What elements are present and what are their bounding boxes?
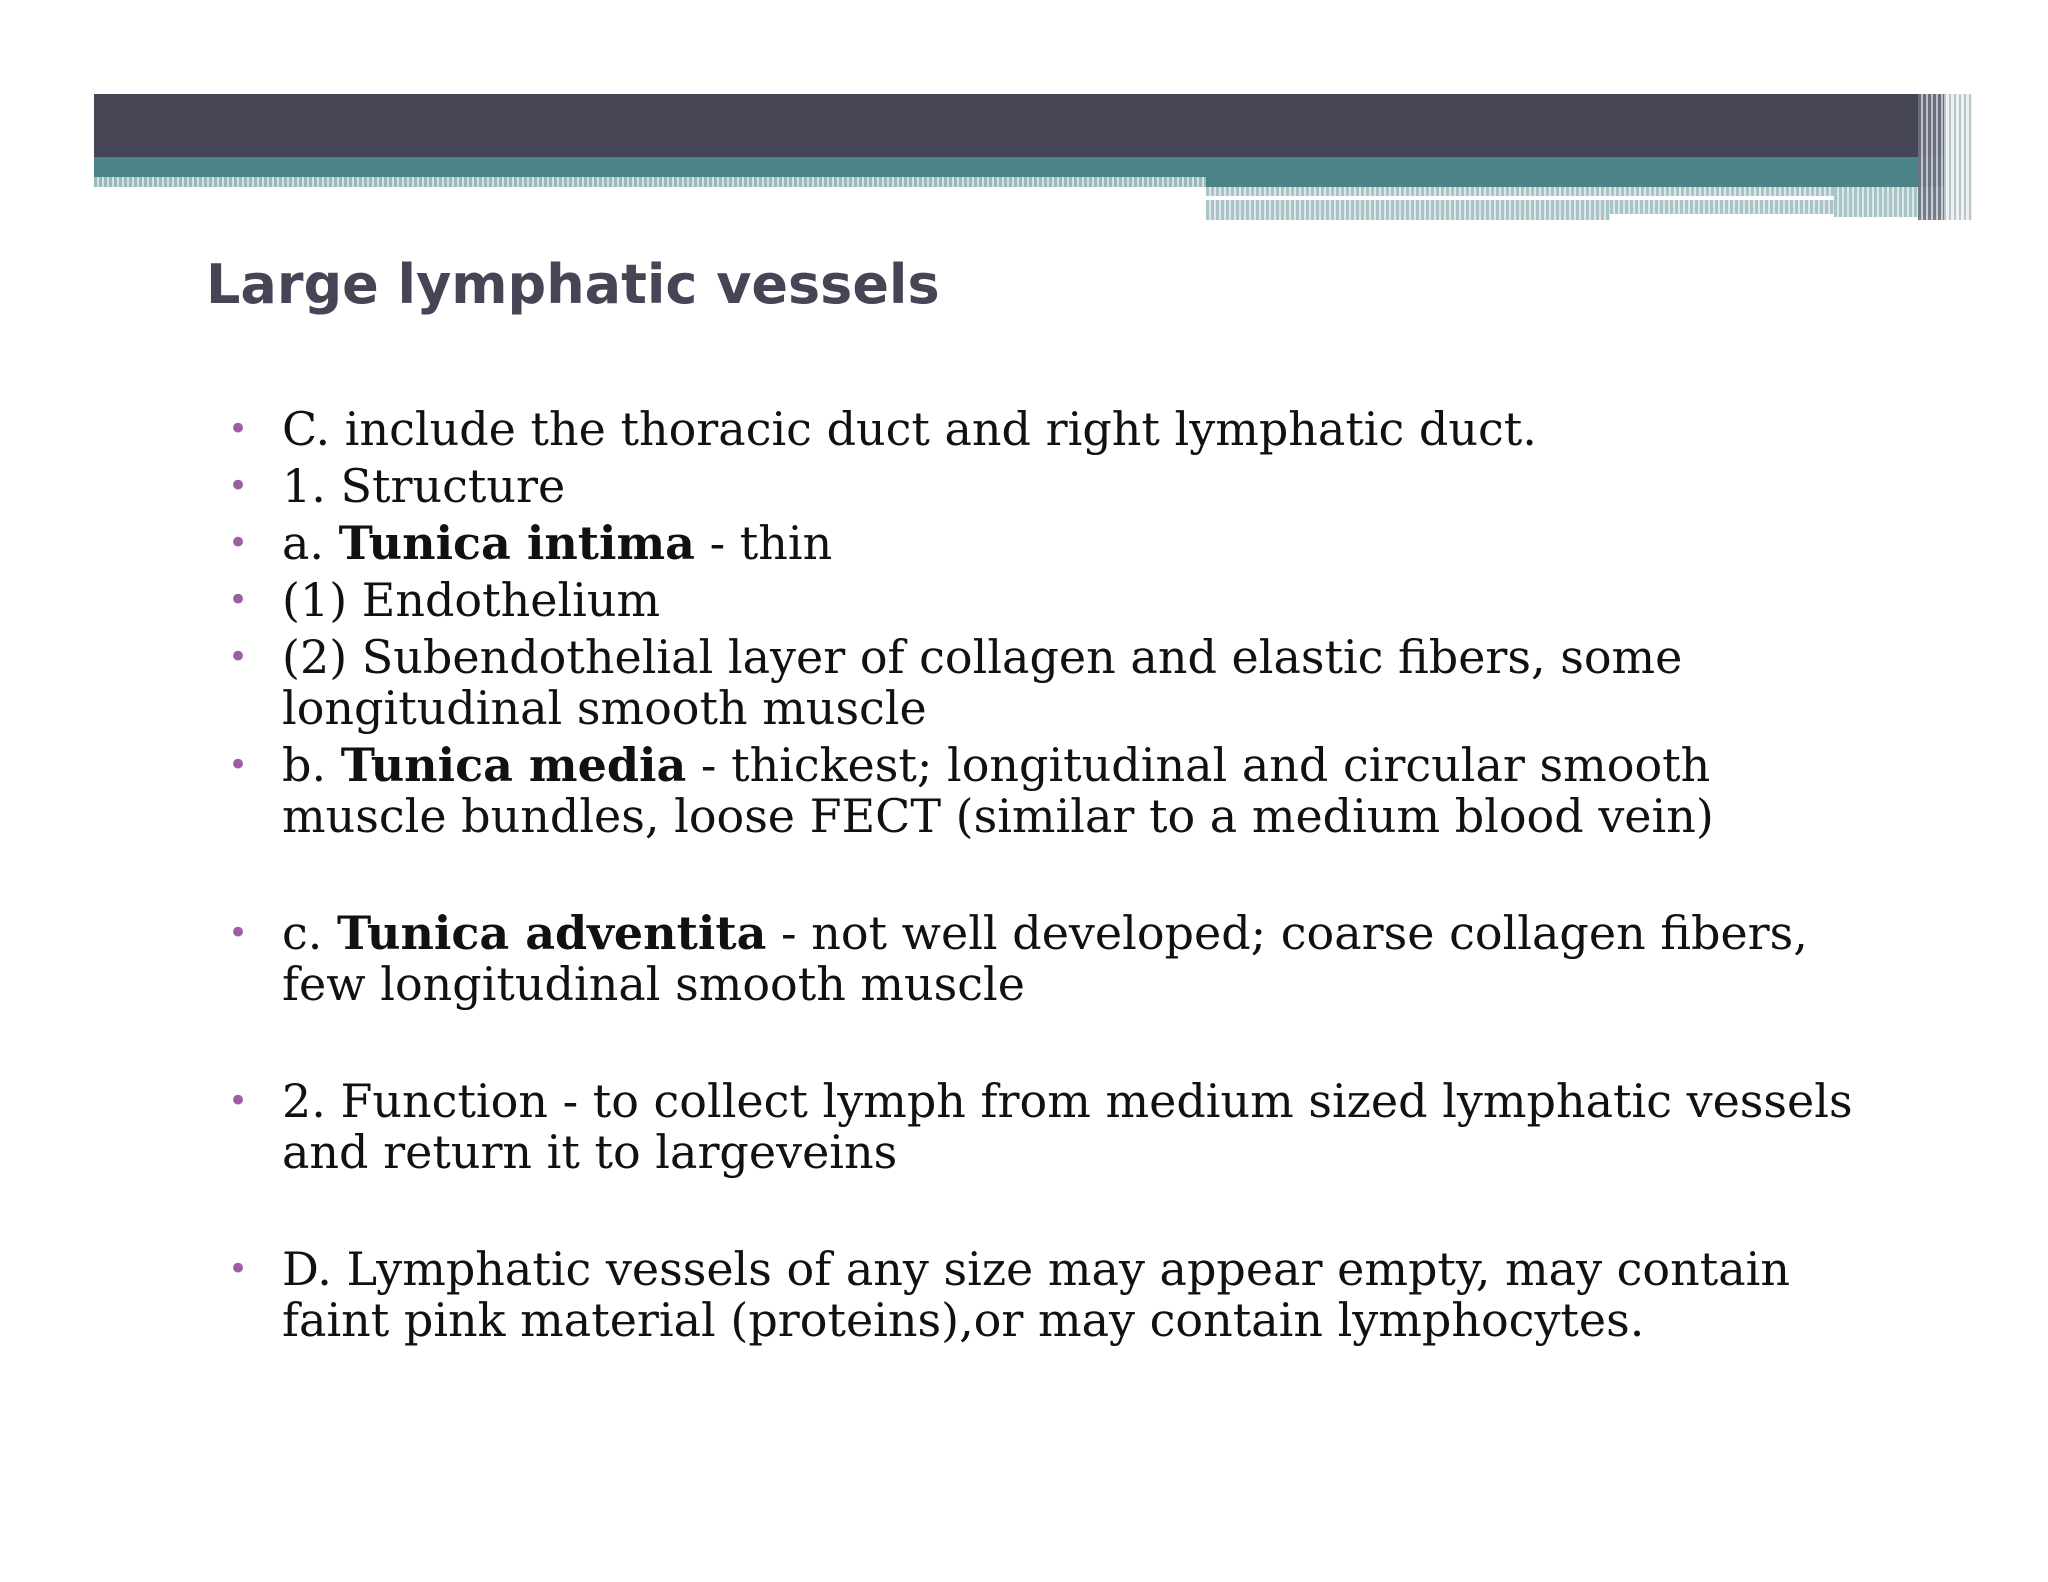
bullet-text: 1. Structure: [282, 459, 566, 513]
bullet-prefix: b.: [282, 738, 341, 792]
bullet-item: [216, 461, 1856, 512]
bullet-item: [216, 908, 1856, 1010]
bullet-icon: •: [228, 913, 249, 953]
bullet-text: (2) Subendothelial layer of collagen and elastic fibers, some longitudinal smooth muscle: [282, 630, 1683, 735]
banner-stripe: [1206, 187, 1834, 196]
bullet-item: [216, 740, 1856, 842]
bullet-text: 2. Function - to collect lymph from medium sized lymphatic vessels and return it to largeveins: [282, 1074, 1853, 1179]
banner-stripe: [1610, 200, 1834, 214]
header-banner: [0, 0, 2048, 230]
bullet-icon: •: [228, 637, 249, 677]
bullet-item: [216, 518, 1856, 569]
banner-dark-band: [94, 94, 1972, 157]
bullet-icon: •: [228, 1249, 249, 1289]
banner-teal-band-right: [1206, 177, 1972, 187]
bullet-item: [216, 404, 1856, 455]
bullet-item: [216, 575, 1856, 626]
bullet-item: [216, 632, 1856, 734]
bullet-term: Tunica intima: [338, 516, 695, 570]
bullet-icon: •: [228, 409, 249, 449]
bullet-icon: •: [228, 1081, 249, 1121]
bullet-term: Tunica media: [340, 738, 687, 792]
bullet-text: - thickest; longitudinal and circular smooth muscle bundles, loose FECT (similar to a medium blood vein): [282, 738, 1714, 843]
bullet-icon: •: [228, 745, 249, 785]
bullet-icon: •: [228, 580, 249, 620]
bullet-text: (1) Endothelium: [282, 573, 661, 627]
banner-end-fade: [1944, 94, 1972, 220]
bullet-item: [216, 1076, 1856, 1178]
bullet-text: - thin: [695, 516, 833, 570]
banner-teal-band: [94, 157, 1972, 177]
bullet-icon: •: [228, 466, 249, 506]
banner-stripe: [94, 177, 1206, 187]
bullet-text: - not well developed; coarse collagen fibers, few longitudinal smooth muscle: [282, 906, 1808, 1011]
slide-title: Large lymphatic vessels: [206, 253, 940, 316]
bullet-item: [216, 1244, 1856, 1346]
bullet-text: D. Lymphatic vessels of any size may appear empty, may contain faint pink material (proteins),or may contain lymphocytes.: [282, 1242, 1791, 1347]
bullet-term: Tunica adventita: [337, 906, 767, 960]
bullet-list: [216, 404, 1856, 1346]
banner-stripe: [1206, 200, 1610, 220]
bullet-prefix: c.: [282, 906, 338, 960]
bullet-text: C. include the thoracic duct and right lymphatic duct.: [282, 402, 1537, 456]
bullet-prefix: a.: [282, 516, 339, 570]
bullet-icon: •: [228, 523, 249, 563]
